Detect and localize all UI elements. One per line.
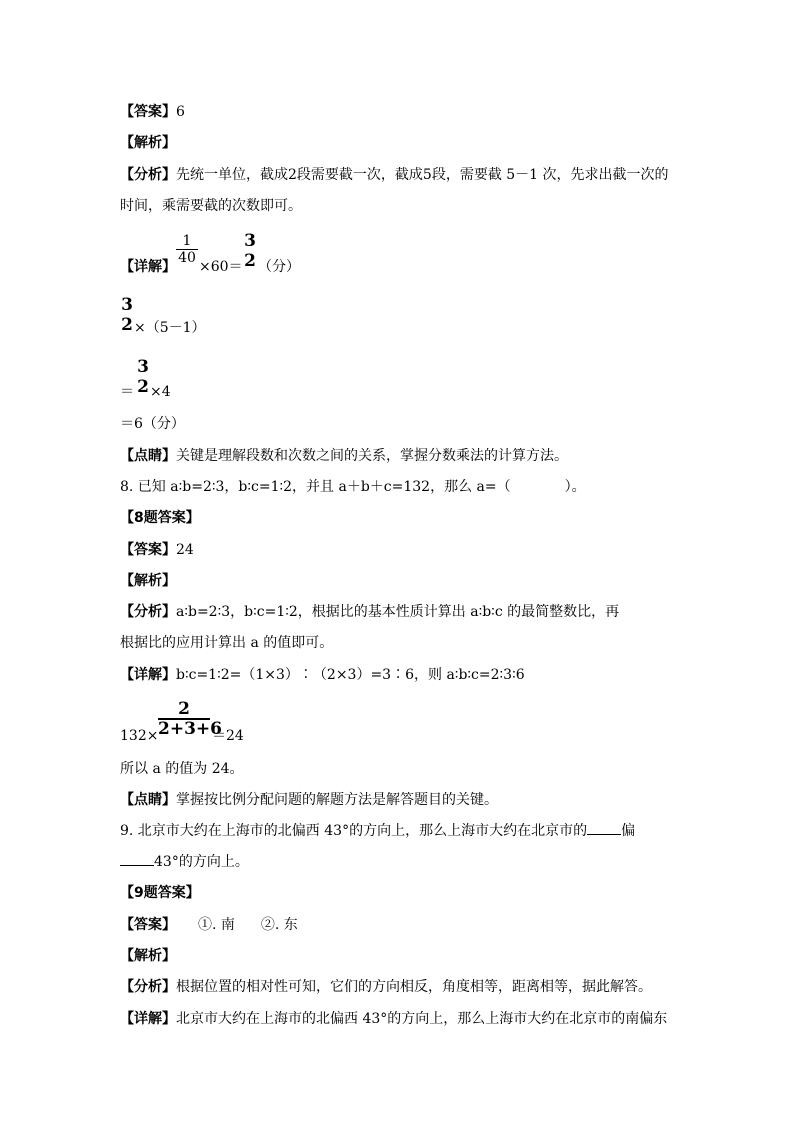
fraction-3-2: 3 2 xyxy=(244,231,256,271)
q9-analysis-heading: 【解析】 xyxy=(120,948,176,964)
step3-tail: ×4 xyxy=(150,384,171,400)
q9-answer-line: 【答案】 ①. 南 ②. 东 xyxy=(120,917,298,933)
question-9-line-1: 9. 北京市大约在上海市的北偏西 43°的方向上，那么上海市大约在北京市的 偏 xyxy=(120,823,636,839)
step4: ＝6（分） xyxy=(120,416,185,432)
q8-answer-line: 【答案】24 xyxy=(120,542,194,558)
question-8: 8. 已知 a∶b=2∶3，b∶c=1∶2，并且 a＋b＋c=132，那么 a=（ ）。 xyxy=(120,479,586,495)
fraction-2-over-11: 2 2+3+6 xyxy=(158,699,222,739)
blank-2 xyxy=(120,865,154,866)
q8-fenxi-line-2: 根据比的应用计算出 a 的值即可。 xyxy=(120,635,334,651)
fraction-3-2-c: 3 2 xyxy=(137,357,149,397)
q8-fenxi-line: 【分析】a∶b=2∶3，b∶c=1∶2，根据比的基本性质计算出 a∶b∶c 的最简整数比，再 xyxy=(120,604,620,620)
step1-tail: （分） xyxy=(258,259,300,275)
q8-answer-header: 【8题答案】 xyxy=(120,510,200,526)
q8-analysis-heading: 【解析】 xyxy=(120,573,176,589)
q8-dianjing-line: 【点睛】掌握按比例分配问题的解题方法是解答题目的关键。 xyxy=(120,792,498,808)
dianjing-line: 【点睛】关键是理解段数和次数之间的关系，掌握分数乘法的计算方法。 xyxy=(120,448,568,464)
answer-value: 6 xyxy=(176,104,185,120)
q8-calc-tail: ＝24 xyxy=(212,728,244,744)
step1-mid: ×60＝ xyxy=(199,259,243,275)
fenxi-line-2: 时间，乘需要截的次数即可。 xyxy=(120,198,302,214)
fraction-1-40: 1 40 xyxy=(176,233,198,266)
xiangjie-tag: 【详解】 xyxy=(120,259,176,275)
xiangjie-step-1 xyxy=(120,258,176,276)
q9-fenxi-line: 【分析】根据位置的相对性可知，它们的方向相反，角度相等，距离相等，据此解答。 xyxy=(120,979,652,995)
answer-tag: 【答案】 xyxy=(120,104,176,120)
q8-xiangjie-line: 【详解】b∶c=1∶2=（1×3）∶（2×3）=3∶6，则 a∶b∶c=2∶3∶6 xyxy=(120,667,525,683)
step3-prefix: ＝ xyxy=(120,384,134,400)
blank-1 xyxy=(587,834,621,835)
fenxi-tag: 【分析】 xyxy=(120,167,176,183)
answer-line xyxy=(120,103,185,121)
question-9-line-2: 43°的方向上。 xyxy=(120,853,249,871)
q8-conclusion: 所以 a 的值为 24。 xyxy=(120,761,244,777)
q9-answer-header: 【9题答案】 xyxy=(120,885,200,901)
q9-xiangjie-line: 【详解】北京市大约在上海市的北偏西 43°的方向上，那么上海市大约在北京市的南偏东 xyxy=(120,1011,668,1027)
fraction-3-2-b: 3 2 xyxy=(121,295,133,335)
step2: ×（5－1） xyxy=(134,320,206,336)
fenxi-line: 【分析】先统一单位，截成2段需要截一次，截成5段，需要截 5－1 次，先求出截一次的 xyxy=(120,167,669,183)
analysis-heading: 【解析】 xyxy=(120,135,176,151)
q8-calc-prefix: 132× xyxy=(120,728,159,744)
